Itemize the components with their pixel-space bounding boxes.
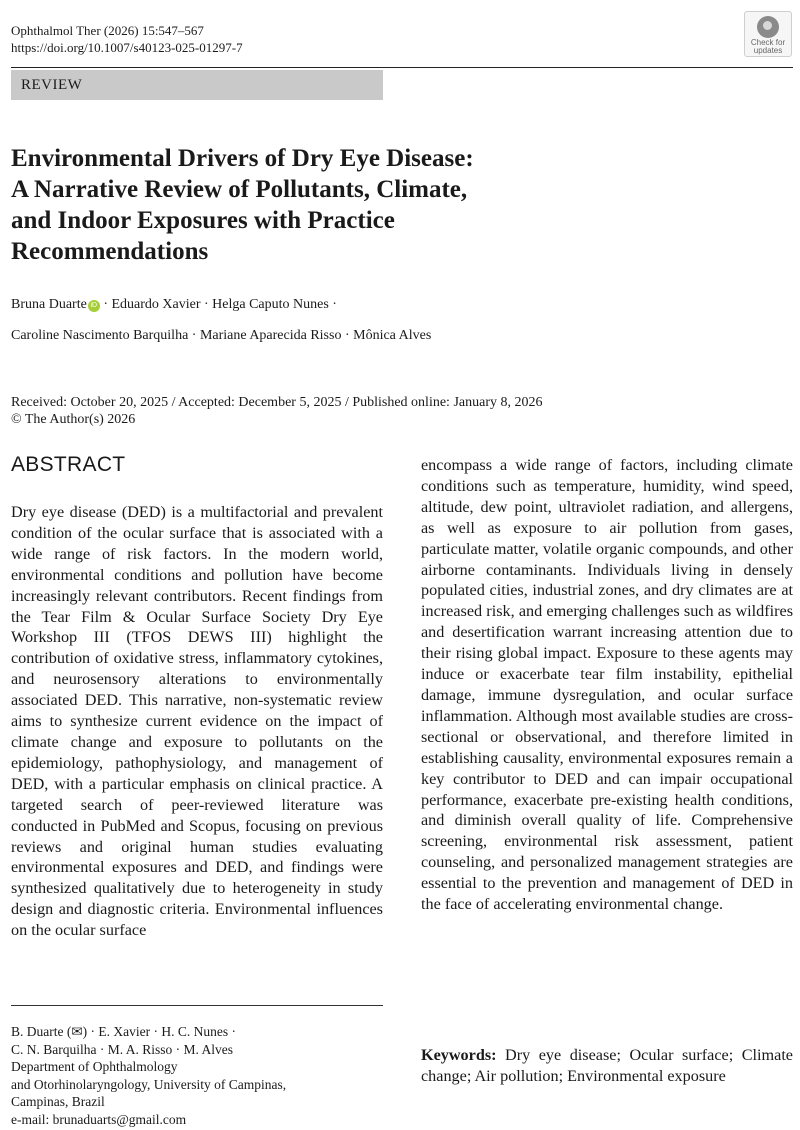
author-affiliation: [11, 1023, 383, 1128]
author-line-1: [11, 289, 711, 320]
first-author[interactable]: Bruna Duarte: [11, 297, 87, 312]
keywords-label: Keywords:: [421, 1046, 497, 1064]
crossmark-label-2: updates: [753, 46, 783, 55]
publication-history: Received: October 20, 2025 / Accepted: December 5, 2025 / Published online: January 8, 2026: [11, 395, 543, 410]
journal-citation: Ophthalmol Ther (2026) 15:547–567: [11, 23, 204, 38]
crossmark-label-1: Check for: [750, 38, 786, 47]
article-type-label: REVIEW: [21, 77, 83, 93]
keywords-list: Dry eye disease; Ocular surface; Climate change; Air pollution; Environmental exposure: [421, 1046, 793, 1085]
title-line-1: Environmental Drivers of Dry Eye Disease:: [11, 145, 474, 172]
publication-dates: [11, 394, 542, 428]
crossmark-icon: [757, 16, 779, 38]
abstract-heading: ABSTRACT: [11, 453, 126, 476]
author-list: [11, 289, 711, 351]
article-type-banner: [11, 70, 383, 100]
author-line-1-rest: · Eduardo Xavier · Helga Caputo Nunes ·: [99, 297, 337, 312]
footnote-divider: [11, 1005, 383, 1006]
title-line-2: A Narrative Review of Pollutants, Climate,: [11, 176, 468, 203]
title-line-3: and Indoor Exposures with Practice: [11, 207, 395, 234]
check-for-updates-badge[interactable]: [744, 11, 792, 57]
affiliation-line-3: Department of Ophthalmology: [11, 1059, 178, 1074]
journal-reference: [11, 22, 243, 56]
affiliation-line-2: C. N. Barquilha · M. A. Risso · M. Alves: [11, 1041, 234, 1057]
title-line-4: Recommendations: [11, 238, 209, 265]
article-title: [11, 143, 611, 267]
copyright-notice: © The Author(s) 2026: [11, 412, 136, 427]
abstract-text-right: encompass a wide range of factors, including climate conditions such as temperature, humidity, wind speed, altitude, dew point, ultraviolet radiation, and allergens, as well as exposure to air pollution from gases, particulate matter, volatile organic compounds, and other airborne contaminants. Individuals living in densely populated cities, industrial zones, and dry climates are at increased risk, and emerging challenges such as wildfires and desertification warrant increasing attention due to their rising global impact. Exposure to these agents may induce or exacerbate tear film instability, epithelial damage, immune dysregulation, and ocular surface inflammation. Although most available studies are cross-sectional or observational, and therefore limited in establishing causality, environmental exposures remain a key contributor to DED and can impair occupational performance, exacerbate pre-existing health conditions, and diminish overall quality of life. Comprehensive screening, environmental risk assessment, patient counseling, and personalized management strategies are essential to the prevention and management of DED in the face of accelerating environmental change.: [421, 456, 793, 914]
affiliation-line-5: Campinas, Brazil: [11, 1094, 105, 1109]
header-divider: [11, 67, 793, 68]
corresponding-email[interactable]: e-mail: brunaduarts@gmail.com: [11, 1111, 187, 1127]
abstract-text-left: Dry eye disease (DED) is a multifactorial and prevalent condition of the ocular surface that is associated with a wide range of risk factors. In the modern world, environmental conditions and pollution have become increasingly relevant contributors. Recent findings from the Tear Film & Ocular Surface Society Dry Eye Workshop III (TFOS DEWS III) highlight the contribution of oxidative stress, inflammatory cytokines, and neurosensory alterations to environmentally associated DED. This narrative, non-systematic review aims to synthesize current evidence on the impact of climate change and exposure to pollutants on the epidemiology, pathophysiology, and management of DED, with a particular emphasis on clinical practice. A targeted search of peer-reviewed literature was conducted in PubMed and Scopus, focusing on previous reviews and original human studies evaluating environmental exposures and DED, and findings were synthesized qualitatively due to heterogeneity in study design and diagnostic criteria. Environmental influences on the ocular surface: [11, 503, 383, 940]
doi-link[interactable]: https://doi.org/10.1007/s40123-025-01297-7: [11, 40, 243, 55]
orcid-icon[interactable]: iD: [88, 300, 100, 312]
affiliation-line-4: and Otorhinolaryngology, University of Campinas,: [11, 1076, 287, 1092]
keywords-section: [421, 1045, 793, 1087]
author-line-2: Caroline Nascimento Barquilha · Mariane Aparecida Risso · Mônica Alves: [11, 328, 432, 343]
affiliation-line-1: B. Duarte (✉) · E. Xavier · H. C. Nunes ·: [11, 1024, 236, 1039]
